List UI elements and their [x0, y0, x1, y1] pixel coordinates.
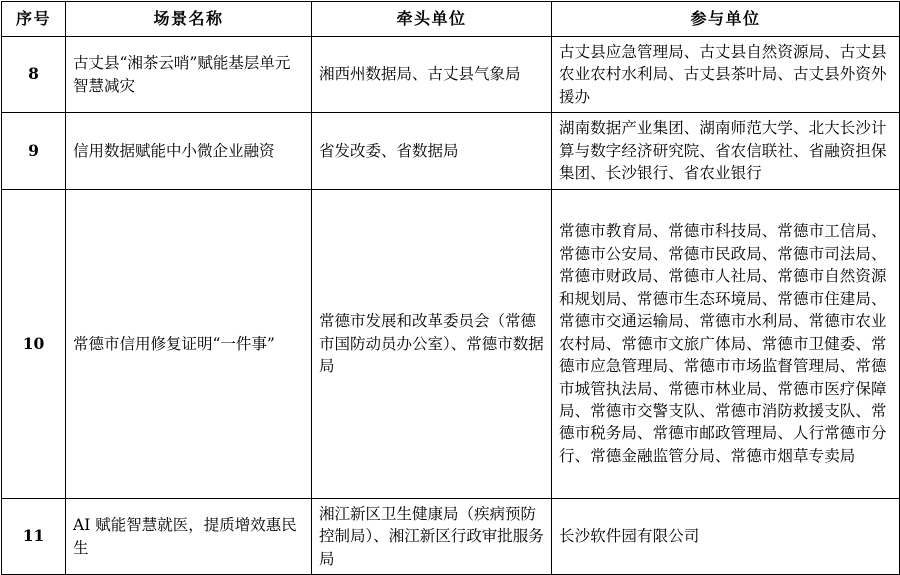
row-participating-units: 长沙软件园有限公司	[552, 498, 900, 574]
table-row	[2, 498, 900, 574]
scene-list-table	[1, 1, 900, 575]
table-row	[2, 189, 900, 498]
row-scene-name: AI 赋能智慧就医，提质增效惠民生	[66, 498, 312, 574]
table-header	[2, 2, 900, 37]
row-lead-unit: 湘江新区卫生健康局（疾病预防控制局）、湘江新区行政审批服务局	[312, 498, 552, 574]
column-header-participating-units: 参与单位	[552, 2, 900, 37]
row-index: 10	[2, 189, 66, 498]
column-header-index: 序号	[2, 2, 66, 37]
row-participating-units: 湖南数据产业集团、湖南师范大学、北大长沙计算与数字经济研究院、省农信联社、省融资担保集团、长沙银行、省农业银行	[552, 113, 900, 189]
table-header-row	[2, 2, 900, 37]
row-scene-name: 古丈县“湘茶云哨”赋能基层单元智慧减灾	[66, 37, 312, 113]
table-body	[2, 37, 900, 575]
row-scene-name: 常德市信用修复证明“一件事”	[66, 189, 312, 498]
row-participating-units: 古丈县应急管理局、古丈县自然资源局、古丈县农业农村水利局、古丈县茶叶局、古丈县外资外援办	[552, 37, 900, 113]
document-page	[0, 1, 900, 568]
row-index: 11	[2, 498, 66, 574]
column-header-scene-name: 场景名称	[66, 2, 312, 37]
column-header-lead-unit: 牵头单位	[312, 2, 552, 37]
row-participating-units: 常德市教育局、常德市科技局、常德市工信局、常德市公安局、常德市民政局、常德市司法局、常德市财政局、常德市人社局、常德市自然资源和规划局、常德市生态环境局、常德市住建局、常德市交通运输局、常德市水利局、常德市农业农村局、常德市文旅广体局、常德市卫健委、常德市应急管理局、常德市市场监督管理局、常德市城管执法局、常德市林业局、常德市医疗保障局、常德市交警支队、常德市消防救援支队、常德市税务局、常德市邮政管理局、人行常德市分行、常德金融监管分局、常德市烟草专卖局	[552, 189, 900, 498]
table-row	[2, 37, 900, 113]
table-row	[2, 113, 900, 189]
row-scene-name: 信用数据赋能中小微企业融资	[66, 113, 312, 189]
row-index: 8	[2, 37, 66, 113]
row-lead-unit: 常德市发展和改革委员会（常德市国防动员办公室）、常德市数据局	[312, 189, 552, 498]
row-lead-unit: 省发改委、省数据局	[312, 113, 552, 189]
row-lead-unit: 湘西州数据局、古丈县气象局	[312, 37, 552, 113]
row-index: 9	[2, 113, 66, 189]
